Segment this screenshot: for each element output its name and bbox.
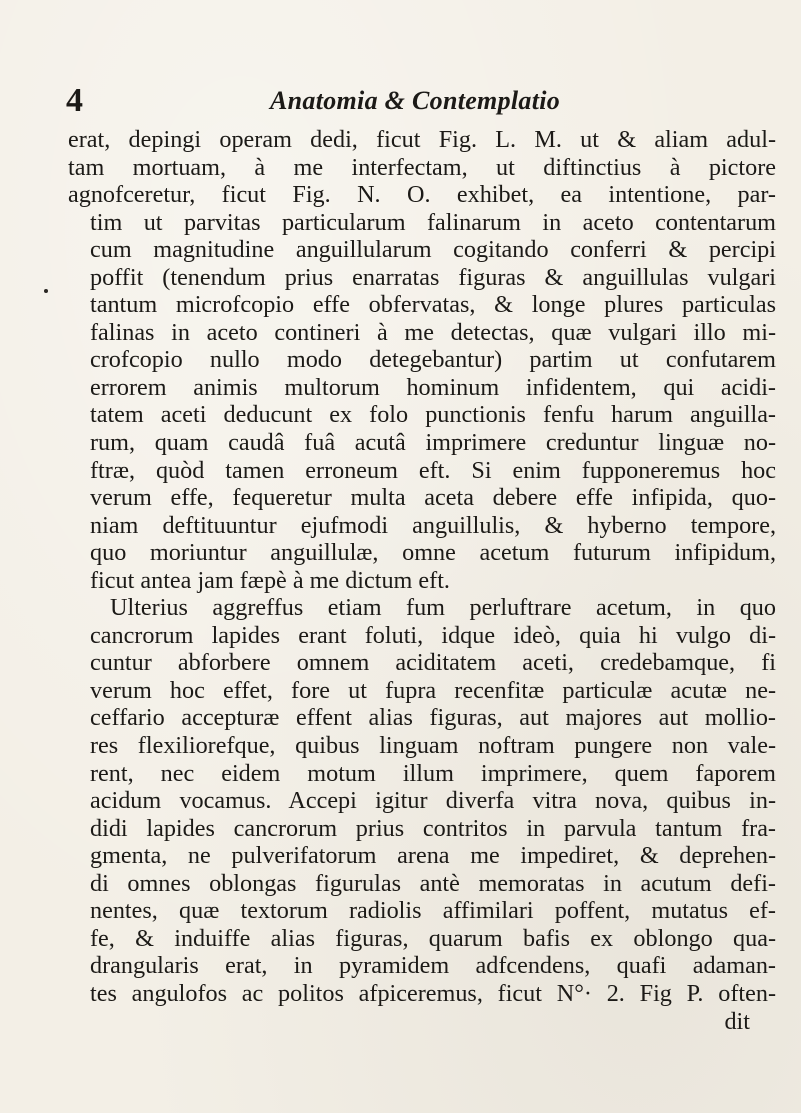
body-text (68, 126, 776, 1035)
text-line: errorem animis multorum hominum infidentem, qui acidi- (90, 373, 776, 401)
text-line: didi lapides cancrorum prius contritos in parvula tantum fra- (90, 814, 776, 842)
margin-mark (44, 289, 48, 293)
text-line: acidum vocamus. Accepi igitur diverfa vitra nova, quibus in- (90, 787, 776, 815)
text-line: fe, & induiffe alias figuras, quarum bafis ex oblongo qua- (90, 924, 776, 952)
text-line: niam deftituuntur ejufmodi anguillulis, & hyberno tempore, (90, 511, 776, 539)
text-line: falinas in aceto contineri à me detectas, quæ vulgari illo mi- (90, 318, 776, 346)
text-line: ftræ, quòd tamen erroneum eft. Si enim fupponeremus hoc (90, 456, 776, 484)
text-line: ceffario accepturæ effent alias figuras, aut majores aut mollio- (90, 704, 776, 732)
text-line: tantum microfcopio effe obfervatas, & longe plures particulas (90, 291, 776, 319)
page-number: 4 (66, 82, 83, 119)
text-line: res flexiliorefque, quibus linguam noftram pungere non vale- (90, 732, 776, 760)
text-line: poffit (tenendum prius enarratas figuras & anguillulas vulgari (90, 263, 776, 291)
text-line: di omnes oblongas figurulas antè memoratas in acutum defi- (90, 869, 776, 897)
text-line: cancrorum lapides erant foluti, idque ideò, quia hi vulgo di- (90, 621, 776, 649)
text-line: nentes, quæ textorum radiolis affimilari poffent, mutatus ef- (90, 897, 776, 925)
text-line: agnofceretur, ficut Fig. N. O. exhibet, ea intentione, par- (68, 181, 776, 209)
text-line: tes angulofos ac politos afpiceremus, ficut N°· 2. Fig P. often- (90, 979, 776, 1007)
text-line: rent, nec eidem motum illum imprimere, quem faporem (90, 759, 776, 787)
text-line: tatem aceti deducunt ex folo punctionis fenfu harum anguilla- (90, 401, 776, 429)
text-line: drangularis erat, in pyramidem adfcendens, quafi adaman- (90, 952, 776, 980)
text-line: quo moriuntur anguillulæ, omne acetum futurum infipidum, (90, 539, 776, 567)
page-header (0, 82, 801, 122)
text-line: tim ut parvitas particularum falinarum in aceto contentarum (90, 208, 776, 236)
text-line: tam mortuam, à me interfectam, ut diftinctius à pictore (68, 153, 776, 181)
text-line: Ulterius aggreffus etiam fum perluftrare acetum, in quo (110, 594, 776, 622)
running-head: Anatomia & Contemplatio (270, 86, 561, 115)
text-line: verum effe, fequeretur multa aceta debere effe infipida, quo- (90, 484, 776, 512)
text-line: ficut antea jam fæpè à me dictum eft. (90, 566, 450, 594)
text-line: erat, depingi operam dedi, ficut Fig. L. M. ut & aliam adul- (68, 126, 776, 153)
text-line: rum, quam caudâ fuâ acutâ imprimere creduntur linguæ no- (90, 429, 776, 457)
text-line: verum hoc effet, fore ut fupra recenfitæ particulæ acutæ ne- (90, 676, 776, 704)
text-line: cuntur abforbere omnem aciditatem aceti, credebamque, fi (90, 649, 776, 677)
catchword: dit (724, 1007, 750, 1035)
text-line: gmenta, ne pulverifatorum arena me impediret, & deprehen- (90, 842, 776, 870)
text-line: crofcopio nullo modo detegebantur) partim ut confutarem (90, 346, 776, 374)
text-line: cum magnitudine anguillularum cogitando conferri & percipi (90, 236, 776, 264)
